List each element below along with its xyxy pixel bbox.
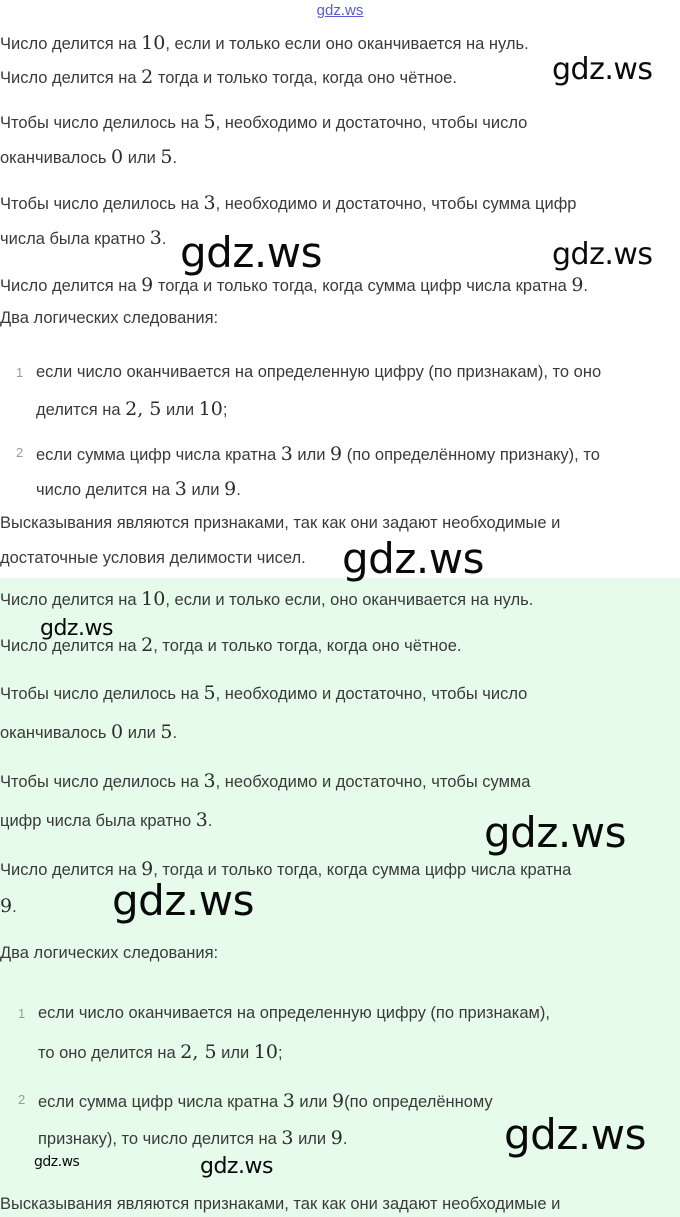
- math-number: 9: [0, 895, 13, 917]
- text-fragment: .: [236, 481, 241, 499]
- text-fragment: делится на: [36, 401, 126, 419]
- text-fragment: если число оканчивается на определенную цифру (по признакам), то оно: [36, 363, 602, 381]
- math-number: 5: [160, 721, 173, 743]
- text-fragment: или: [123, 149, 161, 167]
- text-line: [38, 1041, 283, 1063]
- text-fragment: .: [583, 277, 589, 295]
- text-fragment: .: [207, 812, 213, 830]
- text-fragment: числа была кратно: [0, 230, 150, 248]
- text-fragment: Число делится на: [0, 69, 142, 87]
- text-line: [0, 944, 218, 963]
- text-fragment: Число делится на: [0, 591, 142, 609]
- text-fragment: или: [294, 1093, 333, 1111]
- text-fragment: Два логических следования:: [0, 309, 219, 327]
- text-fragment: , необходимо и достаточно, чтобы число: [215, 685, 528, 703]
- text-fragment: оканчивалось: [0, 724, 112, 742]
- watermark: gdz.ws: [552, 237, 653, 272]
- list-index: 2: [18, 1092, 26, 1107]
- text-fragment: .: [172, 724, 178, 742]
- watermark: gdz.ws: [504, 1110, 646, 1159]
- text-fragment: (по определённому: [344, 1093, 493, 1111]
- math-number: 3: [280, 443, 293, 465]
- text-line: [36, 443, 600, 465]
- text-line: [0, 682, 527, 704]
- site-link[interactable]: gdz.ws: [316, 2, 364, 19]
- math-number: 3: [149, 227, 162, 249]
- watermark: gdz.ws: [180, 228, 322, 277]
- text-fragment: или: [216, 1044, 254, 1062]
- math-number: 5: [203, 682, 216, 704]
- text-line: [38, 1004, 550, 1023]
- text-line: [0, 514, 560, 533]
- text-line: [0, 549, 306, 568]
- text-fragment: если сумма цифр числа кратна: [36, 446, 281, 464]
- text-fragment: оканчивалось: [0, 149, 112, 167]
- text-line: [0, 227, 166, 249]
- text-line: [38, 1127, 347, 1149]
- text-fragment: Число делится на: [0, 861, 142, 879]
- math-number: 9: [330, 1127, 343, 1149]
- text-fragment: или: [123, 724, 161, 742]
- text-fragment: или: [293, 1130, 331, 1148]
- math-number: 5: [203, 111, 216, 133]
- text-line: [38, 1090, 493, 1112]
- math-number: 2, 5: [125, 398, 162, 420]
- text-line: [0, 111, 527, 133]
- text-fragment: , тогда и только тогда, когда оно чётное.: [153, 637, 462, 655]
- text-line: [0, 274, 588, 296]
- text-fragment: или: [292, 446, 331, 464]
- text-fragment: .: [161, 230, 167, 248]
- text-fragment: .: [342, 1130, 348, 1148]
- text-line: [0, 770, 530, 792]
- text-line: [36, 398, 227, 420]
- text-line: [0, 721, 177, 743]
- text-line: [0, 588, 533, 610]
- text-fragment: если число оканчивается на определенную цифру (по признакам),: [38, 1004, 550, 1022]
- text-fragment: Чтобы число делилось на: [0, 195, 204, 213]
- text-fragment: Число делится на: [0, 277, 142, 295]
- text-line: [0, 895, 17, 917]
- text-fragment: , если и только если, оно оканчивается на нуль.: [165, 591, 534, 609]
- math-number: 3: [282, 1090, 295, 1112]
- text-fragment: , необходимо и достаточно, чтобы число: [215, 114, 528, 132]
- watermark: gdz.ws: [342, 534, 484, 583]
- text-line: [36, 478, 241, 500]
- text-fragment: ;: [277, 1044, 283, 1062]
- math-number: 9: [330, 443, 343, 465]
- math-number: 10: [253, 1041, 278, 1063]
- math-number: 3: [203, 770, 216, 792]
- text-fragment: Чтобы число делилось на: [0, 114, 204, 132]
- text-fragment: цифр числа была кратно: [0, 812, 196, 830]
- text-line: [0, 1195, 560, 1214]
- watermark: gdz.ws: [552, 52, 653, 87]
- watermark: gdz.ws: [112, 876, 254, 925]
- math-number: 10: [141, 588, 166, 610]
- text-line: [0, 66, 457, 88]
- math-number: 3: [281, 1127, 294, 1149]
- text-line: [0, 858, 571, 880]
- watermark: gdz.ws: [34, 1154, 80, 1170]
- math-number: 10: [198, 398, 223, 420]
- list-index: 2: [16, 445, 24, 460]
- text-fragment: Чтобы число делилось на: [0, 685, 204, 703]
- text-fragment: , если и только если оно оканчивается на нуль.: [165, 35, 529, 53]
- math-number: 3: [174, 478, 187, 500]
- math-number: 2: [141, 634, 154, 656]
- watermark: gdz.ws: [200, 1154, 273, 1179]
- text-fragment: .: [12, 898, 17, 916]
- watermark: gdz.ws: [40, 616, 113, 641]
- text-fragment: Высказывания являются признаками, так как они задают необходимые и: [0, 514, 561, 532]
- math-number: 0: [111, 721, 124, 743]
- text-line: [0, 309, 218, 328]
- list-index: 1: [18, 1006, 26, 1021]
- math-number: 2, 5: [180, 1041, 217, 1063]
- text-fragment: ;: [222, 401, 228, 419]
- text-fragment: (по определённому признаку), то: [342, 446, 600, 464]
- text-line: [0, 192, 576, 214]
- math-number: 3: [195, 809, 208, 831]
- text-fragment: или: [186, 481, 225, 499]
- text-fragment: Число делится на: [0, 35, 142, 53]
- math-number: 5: [160, 146, 173, 168]
- text-line: [0, 32, 529, 54]
- text-fragment: признаку), то число делится на: [38, 1130, 282, 1148]
- math-number: 0: [111, 146, 124, 168]
- text-fragment: , необходимо и достаточно, чтобы сумма цифр: [215, 195, 577, 213]
- math-number: 9: [571, 274, 584, 296]
- math-number: 2: [141, 66, 154, 88]
- math-number: 9: [332, 1090, 345, 1112]
- text-line: [36, 363, 601, 382]
- math-number: 9: [141, 274, 154, 296]
- math-number: 3: [203, 192, 216, 214]
- list-index: 1: [16, 365, 24, 380]
- text-fragment: тогда и только тогда, когда оно чётное.: [153, 69, 457, 87]
- text-fragment: тогда и только тогда, когда сумма цифр числа кратна: [153, 277, 572, 295]
- text-fragment: Число делится на: [0, 637, 142, 655]
- text-fragment: если сумма цифр числа кратна: [38, 1093, 283, 1111]
- watermark: gdz.ws: [484, 808, 626, 857]
- text-line: [0, 809, 212, 831]
- text-fragment: Два логических следования:: [0, 944, 219, 962]
- text-line: [0, 146, 177, 168]
- text-fragment: .: [172, 149, 178, 167]
- text-fragment: достаточные условия делимости чисел.: [0, 549, 306, 567]
- text-fragment: или: [161, 401, 199, 419]
- text-fragment: число делится на: [36, 481, 175, 499]
- text-fragment: то оно делится на: [38, 1044, 181, 1062]
- math-number: 9: [141, 858, 154, 880]
- text-fragment: Высказывания являются признаками, так как они задают необходимые и: [0, 1195, 561, 1213]
- text-fragment: Чтобы число делилось на: [0, 773, 204, 791]
- text-fragment: , необходимо и достаточно, чтобы сумма: [215, 773, 531, 791]
- math-number: 10: [141, 32, 166, 54]
- math-number: 9: [224, 478, 237, 500]
- text-fragment: , тогда и только тогда, когда сумма цифр числа кратна: [153, 861, 572, 879]
